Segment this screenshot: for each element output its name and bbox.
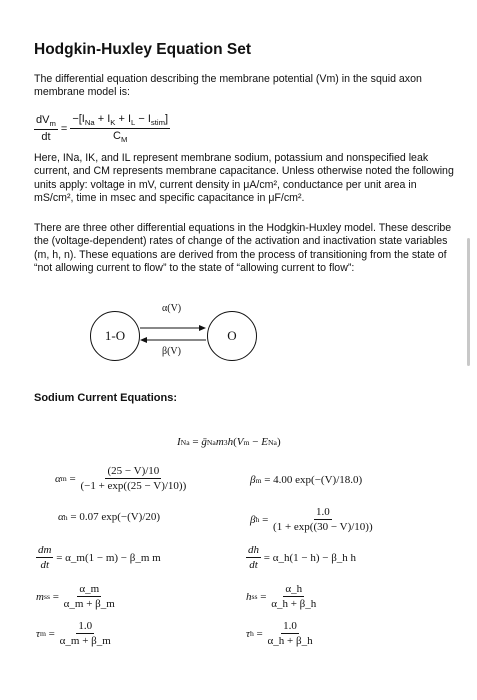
m-steady-state-equation: m ss = $\frac{\alpha\_m}{\alpha\_m + \beta\_m}$ xyxy=(36,583,115,610)
dm-dt-equation: $\frac{dm}{dt}$ = α_m(1 − m) − β_m m xyxy=(38,544,161,571)
beta-h-numerator: 1.0 xyxy=(315,506,330,518)
alpha-m-numerator: (25 − V)/10 xyxy=(107,465,160,477)
units-paragraph: Here, INa, IK, and IL represent membrane sodium, potassium and nonspecified leak current, and CM represents membrane capacitance. Unless otherwise noted the following units apply: voltage in mV, current density in μA/cm², conductance per unit area in mS/cm², time in msec and specific capacitance in μF/cm². xyxy=(34,152,454,204)
main-eq-rhs-den: $C_M$ xyxy=(113,130,128,145)
closed-state-circle xyxy=(90,311,140,361)
membrane-equation: $\frac{dV_m}{dt}$ = $\frac{-[I_{Na} + I_K + I_L - I_{stim}]}{C_M}$ xyxy=(36,113,169,145)
dh-dt-equation: $\frac{dh}{dt}$ = α_h(1 − h) − β_h h xyxy=(248,544,357,571)
tau-h-equation: τ h = $\frac{1.0}{\alpha\_h + \beta\_h}$ xyxy=(246,620,313,647)
transition-arrows xyxy=(138,318,208,348)
open-state-circle xyxy=(207,311,257,361)
state-transition-diagram xyxy=(85,303,275,373)
sodium-heading: Sodium Current Equations: xyxy=(34,392,177,404)
alpha-m-equation: α m = $\frac{(25 - V)/10}{(-1 + \exp((25 - V)/10))}$ xyxy=(55,465,187,492)
vertical-scrollbar[interactable] xyxy=(467,238,470,366)
beta-h-denominator: (1 + exp((30 − V)/10)) xyxy=(273,521,373,533)
tau-h-numerator: 1.0 xyxy=(283,620,297,632)
h-steady-state-equation: h ss = $\frac{\alpha\_h}{\alpha\_h + \beta\_h}$ xyxy=(246,583,317,610)
alpha-h-equation: α h = 0.07 exp(−(V)/20) xyxy=(58,511,161,523)
state-variables-paragraph: There are three other differential equations in the Hodgkin-Huxley model. These describe the (voltage-dependent) rates of change of the activation and inactivation state variables (m, h, n). These equations are derived from the process of transitioning from the state of “not allowing current to flow” to the state of “allowing current to flow”: xyxy=(34,222,452,274)
tau-m-equation: τ m = $\frac{1.0}{\alpha\_m + \beta\_m}$ xyxy=(36,620,111,647)
alpha-m-denominator: (−1 + exp((25 − V)/10)) xyxy=(80,480,187,492)
main-eq-rhs-num: $-[I_{Na} + I_K + I_L - I_{stim}]$ xyxy=(72,113,169,128)
forward-arrowhead-icon xyxy=(199,325,206,331)
main-eq-lhs-den: dt xyxy=(41,131,51,144)
page-title: Hodgkin-Huxley Equation Set xyxy=(34,41,252,58)
backward-arrowhead-icon xyxy=(140,337,147,343)
tau-m-denominator: α_m + β_m xyxy=(59,635,111,647)
backward-rate-label: β(V) xyxy=(162,346,181,357)
forward-rate-label: α(V) xyxy=(162,303,182,314)
beta-m-equation: β m = 4.00 exp(−(V)/18.0) xyxy=(250,474,363,486)
intro-paragraph: The differential equation describing the membrane potential (Vm) in the squid axon membrane model is: xyxy=(34,73,422,99)
tau-m-numerator: 1.0 xyxy=(78,620,93,632)
h-ss-denominator: α_h + β_h xyxy=(271,598,317,610)
closed-state-label: 1-O xyxy=(104,328,126,343)
dm-dt-rhs: = α_m(1 − m) − β_m m xyxy=(56,551,161,564)
open-state-label: O xyxy=(227,328,237,343)
dh-dt-rhs: = α_h(1 − h) − β_h h xyxy=(263,551,357,564)
tau-h-denominator: α_h + β_h xyxy=(267,635,313,647)
beta-h-equation: β h = $\frac{1.0}{(1 + \exp((30 - V)/10))}$ xyxy=(250,506,373,533)
beta-m-rhs: = 4.00 exp(−(V)/18.0) xyxy=(264,474,363,486)
alpha-h-rhs: = 0.07 exp(−(V)/20) xyxy=(70,511,161,523)
sodium-current-equation: I Na = ḡ Na m 3 h ( V m − E Na ) xyxy=(177,436,281,448)
m-ss-denominator: α_m + β_m xyxy=(63,598,115,610)
main-eq-lhs-num: $dV_m$ xyxy=(36,114,56,129)
m-ss-numerator: α_m xyxy=(79,583,100,595)
h-ss-numerator: α_h xyxy=(285,583,303,595)
